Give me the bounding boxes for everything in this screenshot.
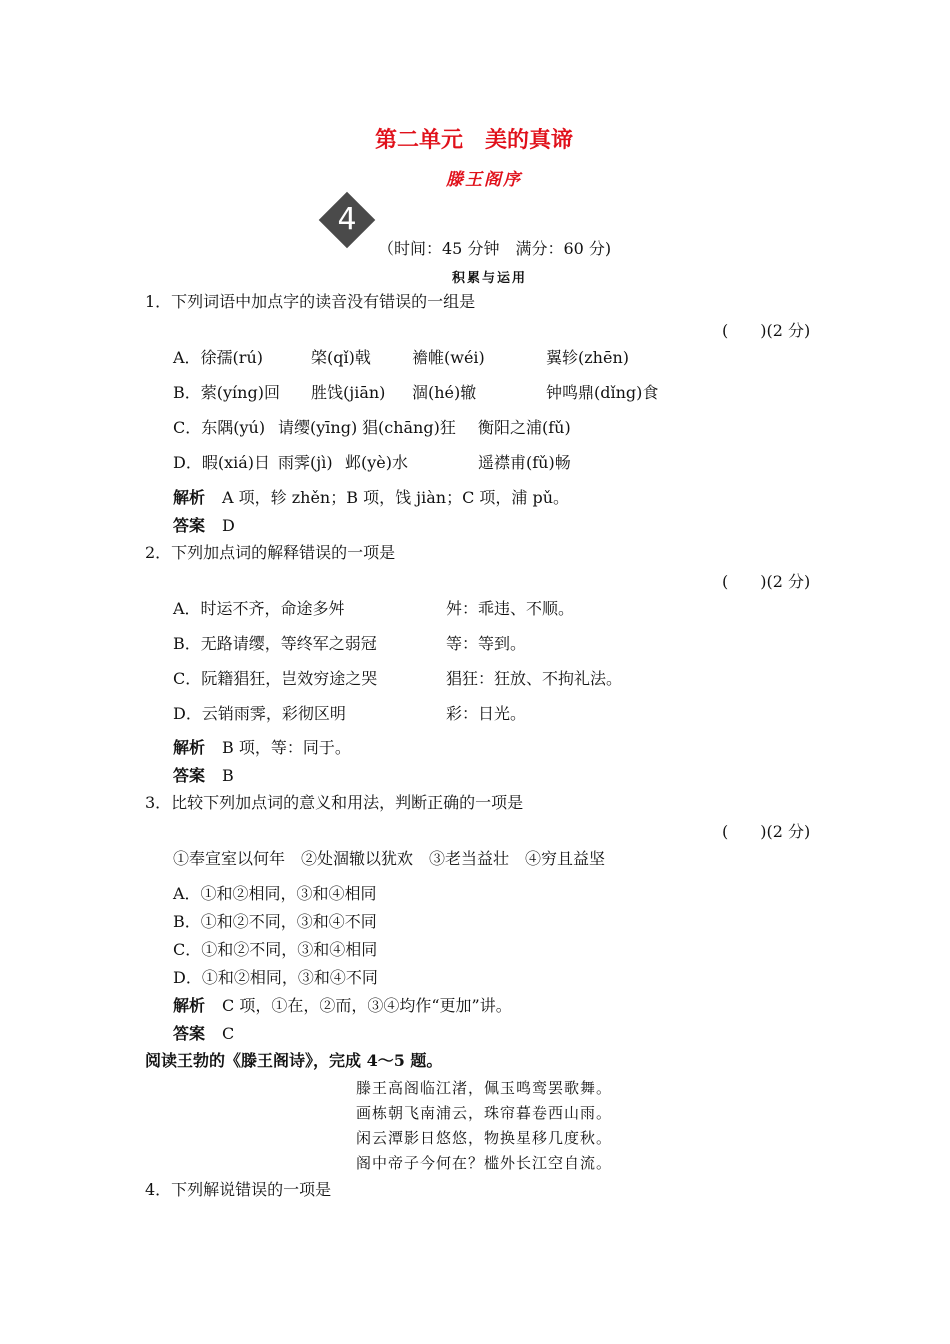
q2-option-b: B．无路请缨，等终军之弱冠 [173,634,377,653]
q1-option-b-3: 涸(hé)辙 [412,383,477,402]
poem-line: 滕王高阁临江渚，佩玉鸣鸾罢歌舞。 [356,1079,613,1097]
poem-line: 阁中帝子今何在？槛外长江空自流。 [356,1154,613,1172]
q3-option-c: C．①和②不同，③和④相同 [173,940,378,959]
q1-option-b-2: 胜饯(jiān) [311,383,386,402]
q1-option-d-2: 雨霁(jì) [278,453,333,472]
q1-option-c-3: 猖(chāng)狂 [362,418,456,437]
q1-option-c-2: 请缨(yīng) [278,418,358,437]
q2-option-c: C．阮籍猖狂，岂效穷途之哭 [173,669,378,688]
q1-option-c-1: C．东隅(yú) [173,418,266,437]
q2-option-d: D．云销雨霁，彩彻区明 [173,704,346,723]
q2-stem: 2．下列加点词的解释错误的一项是 [145,543,396,562]
lesson-number: 4 [337,202,357,237]
q2-score: ( )(2 分) [722,572,811,591]
q3-answer: C [222,1024,235,1043]
q1-option-b-1: B．萦(yíng)回 [173,383,280,402]
q2-option-a-gloss: 舛：乖违、不顺。 [446,599,575,618]
q1-option-d-4: 遥襟甫(fǔ)畅 [478,453,571,472]
q3-option-a: A．①和②相同，③和④相同 [173,884,377,903]
q2-option-a: A．时运不齐，命途多舛 [173,599,345,618]
q1-answer: D [222,516,235,535]
lesson-title: 滕王阁序 [446,170,522,190]
q3-score: ( )(2 分) [722,822,811,841]
q1-option-d-3: 邺(yè)水 [345,453,408,472]
q3-analysis-label: 解析 [173,996,206,1015]
poem-line: 闲云潭影日悠悠，物换星移几度秋。 [356,1129,613,1147]
section-title: 积累与运用 [452,271,528,286]
q3-stem: 3．比较下列加点词的意义和用法，判断正确的一项是 [145,793,524,812]
poem-line: 画栋朝飞南浦云，珠帘暮卷西山雨。 [356,1104,613,1122]
q1-answer-label: 答案 [173,516,206,535]
q2-answer-label: 答案 [173,766,206,785]
q3-option-d: D．①和②相同，③和④不同 [173,968,378,987]
q1-option-a-1: A．徐孺(rú) [173,348,263,367]
q2-answer: B [222,766,234,785]
q1-option-a-3: 襜帷(wéi) [412,348,485,367]
q1-option-b-4: 钟鸣鼎(dǐng)食 [546,383,659,402]
q3-option-b: B．①和②不同，③和④不同 [173,912,377,931]
time-info: （时间：45 分钟 满分：60 分) [378,239,612,258]
q3-answer-label: 答案 [173,1024,206,1043]
q2-analysis: B 项，等：同于。 [222,738,351,757]
q1-option-c-4: 衡阳之浦(fǔ) [478,418,571,437]
unit-title: 第二单元 美的真谛 [375,127,574,153]
q2-option-c-gloss: 猖狂：狂放、不拘礼法。 [446,669,623,688]
q1-analysis: A 项，轸 zhěn；B 项，饯 jiàn；C 项，浦 pǔ。 [222,488,570,507]
q1-option-a-2: 棨(qǐ)戟 [311,348,371,367]
q1-score: ( )(2 分) [722,321,811,340]
q2-option-b-gloss: 等：等到。 [446,634,527,653]
q1-stem: 1．下列词语中加点字的读音没有错误的一组是 [145,292,476,311]
q1-option-a-4: 翼轸(zhēn) [546,348,629,367]
q3-items: ①奉宣室以何年 ②处涸辙以犹欢 ③老当益壮 ④穷且益坚 [173,849,606,868]
reading-intro: 阅读王勃的《滕王阁诗》，完成 4～5 题。 [145,1051,443,1070]
q3-analysis: C 项，①在，②而，③④均作“更加”讲。 [222,996,512,1015]
q2-analysis-label: 解析 [173,738,206,757]
q1-analysis-label: 解析 [173,488,206,507]
q2-option-d-gloss: 彩：日光。 [446,704,527,723]
q1-option-d-1: D．暇(xiá)日 [173,453,270,472]
q4-stem: 4．下列解说错误的一项是 [145,1180,332,1199]
